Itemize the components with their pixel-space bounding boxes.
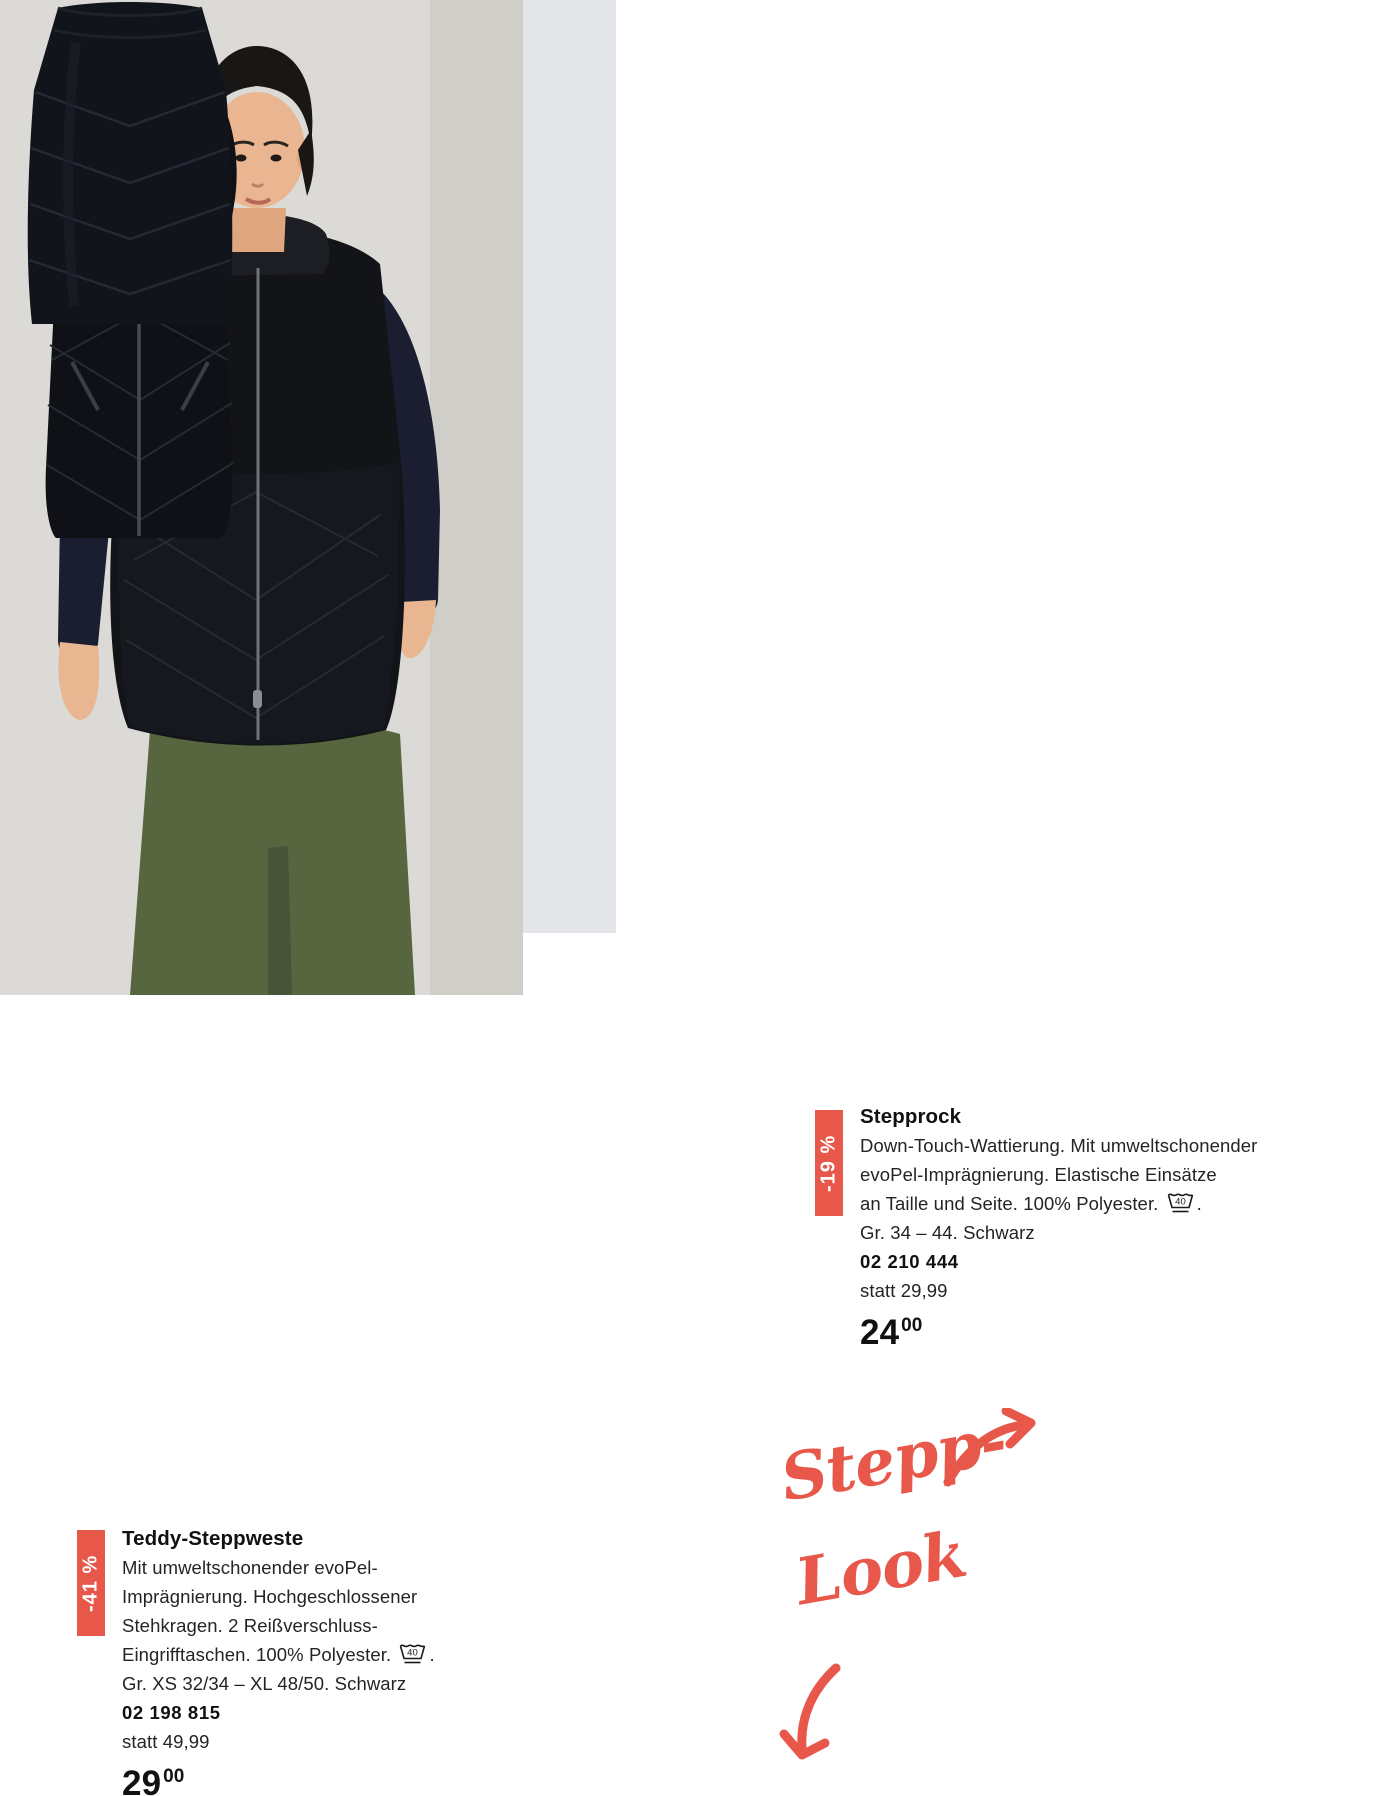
product-size-color-line: Gr. 34 – 44. Schwarz (860, 1222, 1035, 1243)
script-accent-line1: Stepp- (775, 1403, 1012, 1517)
price-cents: 00 (901, 1315, 923, 1336)
svg-text:40: 40 (1174, 1196, 1186, 1208)
old-price: statt 49,99 (122, 1731, 210, 1752)
script-accent-line2: Look (790, 1516, 972, 1621)
product-description-line: Down-Touch-Wattierung. Mit umweltschonender (860, 1135, 1258, 1156)
price-cents: 00 (163, 1766, 185, 1787)
product-description-line: an Taille und Seite. 100% Polyester. 40 . (860, 1189, 1340, 1218)
wash-care-icon (398, 1641, 427, 1665)
product-name: Stepprock (860, 1105, 962, 1128)
price: 29 $^{00}$ (122, 1764, 185, 1796)
product-description-line: Eingrifftaschen. 100% Polyester. 40 . (122, 1640, 492, 1669)
wash-care-icon (1166, 1190, 1195, 1214)
discount-badge: -41 % (77, 1530, 105, 1636)
article-number: 02 198 815 (122, 1702, 221, 1723)
discount-badge: -19 % (815, 1110, 843, 1216)
arrow-down-left-icon (772, 1662, 852, 1762)
price: 24 $^{00}$ (860, 1313, 923, 1352)
product-info-stepprock (860, 1102, 1340, 1359)
product-info-teddy-steppweste (122, 1524, 492, 1796)
product-size-color-line: Gr. XS 32/34 – XL 48/50. Schwarz (122, 1673, 407, 1694)
arrow-up-right-icon (940, 1408, 1040, 1488)
product-description-line: evoPel-Imprägnierung. Elastische Einsätze (860, 1164, 1217, 1185)
article-number: 02 210 444 (860, 1251, 959, 1272)
svg-text:40: 40 (407, 1647, 419, 1659)
product-shot-stepprock (0, 0, 260, 332)
product-name: Teddy-Steppweste (122, 1527, 304, 1550)
product-description-line: Imprägnierung. Hochgeschlossener (122, 1586, 418, 1607)
product-description-line: Stehkragen. 2 Reißverschluss- (122, 1615, 378, 1636)
skirt-illustration (0, 0, 260, 332)
old-price: statt 29,99 (860, 1280, 948, 1301)
product-description-line: Mit umweltschonender evoPel- (122, 1557, 378, 1578)
